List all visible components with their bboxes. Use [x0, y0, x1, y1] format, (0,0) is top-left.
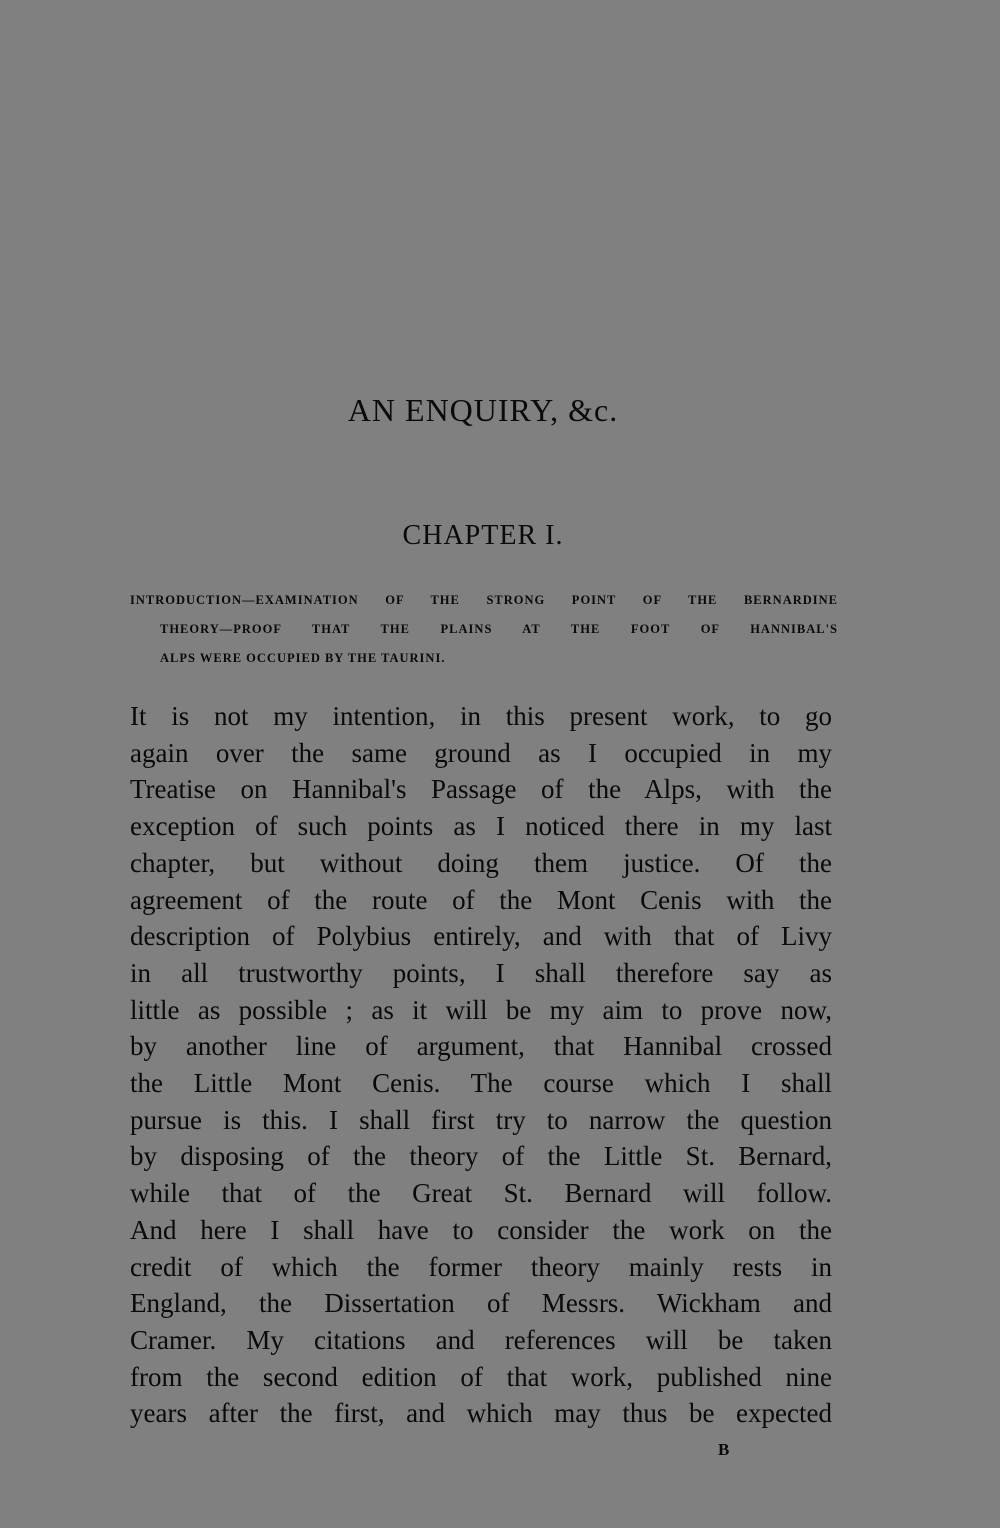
synopsis-line: ALPS WERE OCCUPIED BY THE TAURINI. — [160, 651, 446, 665]
body-line: again over the same ground as I occupied in my — [130, 737, 832, 768]
body-line: by another line of argument, that Hannibal crossed — [130, 1031, 832, 1062]
body-line: description of Polybius entirely, and with that of Livy — [130, 921, 832, 952]
body-line: chapter, but without doing them justice. Of the — [130, 847, 832, 878]
body-line: And here I shall have to consider the work on the — [130, 1214, 832, 1245]
body-line: from the second edition of that work, published nine — [130, 1361, 832, 1392]
page-title: AN ENQUIRY, &c. — [347, 392, 619, 428]
body-line: pursue is this. I shall first try to narrow the question — [130, 1104, 832, 1135]
chapter-heading: CHAPTER I. — [402, 520, 564, 551]
body-line: while that of the Great St. Bernard will follow. — [130, 1178, 832, 1209]
signature-mark: B — [718, 1440, 730, 1459]
body-line: It is not my intention, in this present work, to go — [130, 701, 832, 731]
body-line: England, the Dissertation of Messrs. Wickham and — [130, 1288, 832, 1319]
body-line: little as possible ; as it will be my aim to prove now, — [130, 994, 832, 1025]
synopsis-line: INTRODUCTION—EXAMINATION OF THE STRONG POINT OF THE BERNARDINE — [130, 593, 838, 607]
body-paragraph — [130, 698, 832, 1432]
body-line: by disposing of the theory of the Little St. Bernard, — [130, 1141, 832, 1172]
body-line: agreement of the route of the Mont Cenis with the — [130, 884, 832, 915]
body-line: Treatise on Hannibal's Passage of the Alps, with the — [130, 774, 832, 805]
body-line: the Little Mont Cenis. The course which I shall — [130, 1068, 832, 1099]
body-line: Cramer. My citations and references will be taken — [130, 1324, 832, 1355]
body-line: exception of such points as I noticed there in my last — [130, 811, 832, 842]
chapter-synopsis — [130, 586, 838, 673]
body-line: in all trustworthy points, I shall therefore say as — [130, 957, 832, 988]
body-line: credit of which the former theory mainly rests in — [130, 1251, 832, 1282]
body-line: years after the first, and which may thus be expected — [130, 1398, 832, 1429]
synopsis-line: THEORY—PROOF THAT THE PLAINS AT THE FOOT OF HANNIBAL'S — [160, 622, 838, 636]
